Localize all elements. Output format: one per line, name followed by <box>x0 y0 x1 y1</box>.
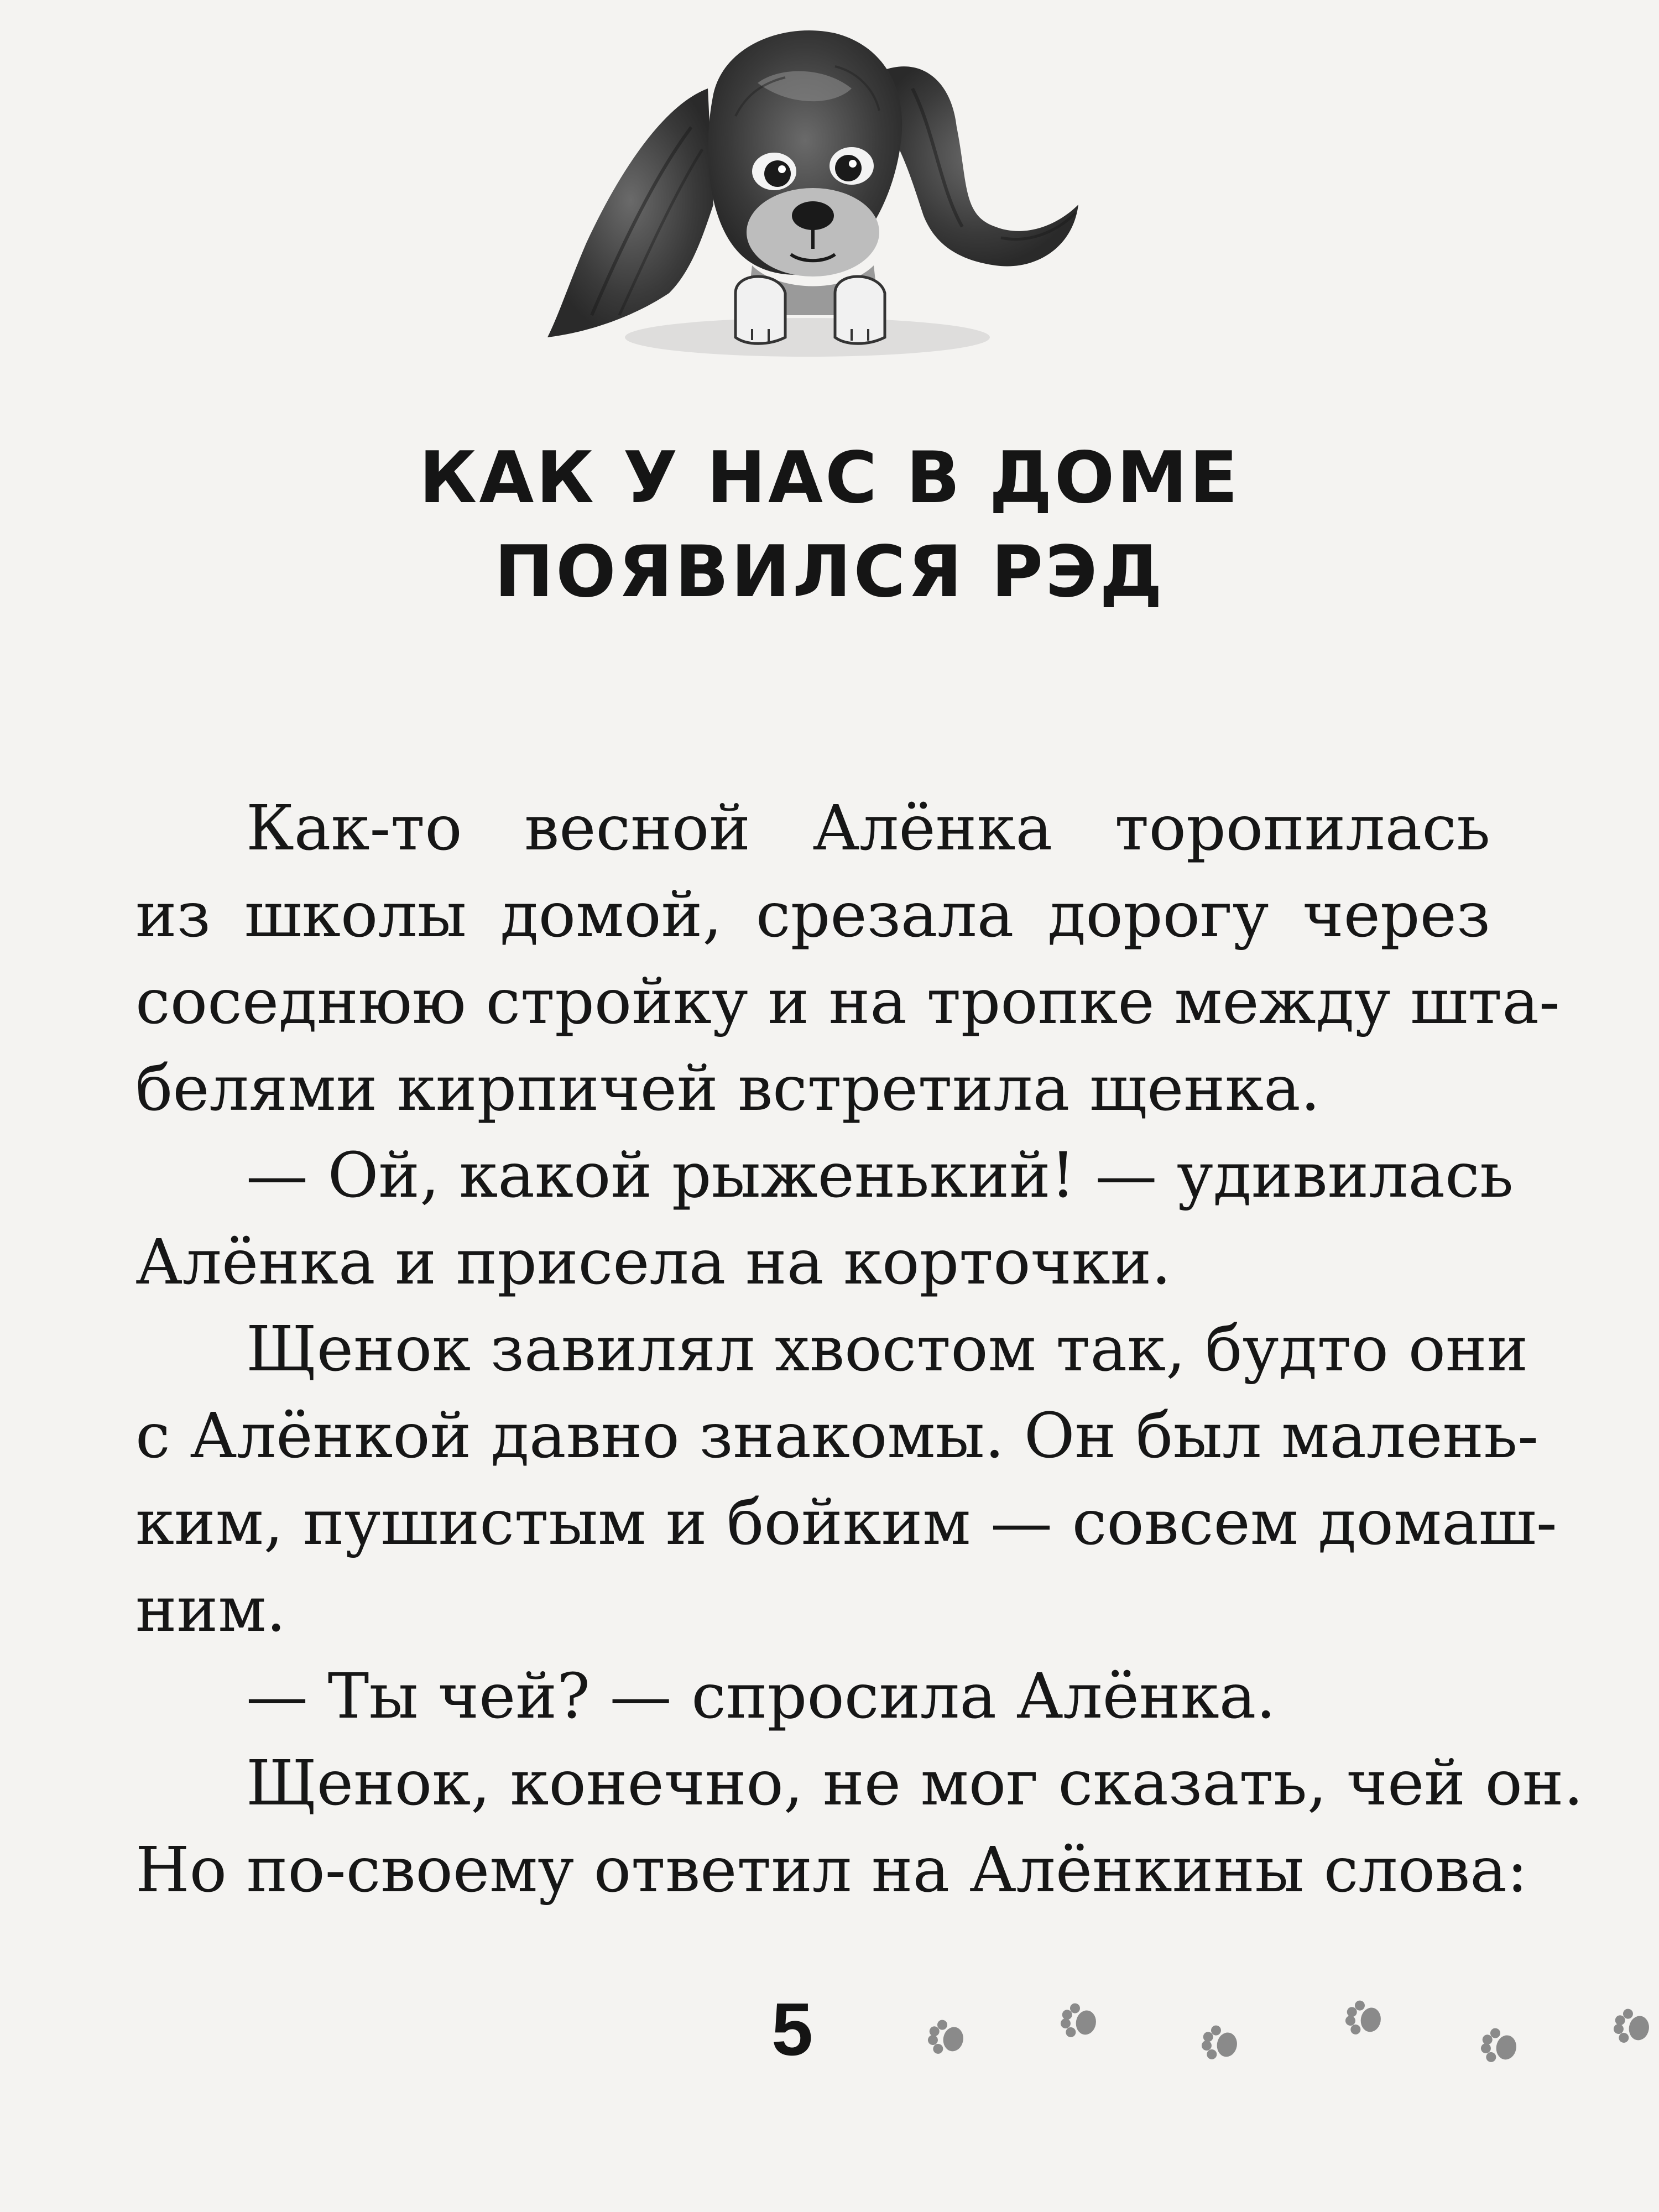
text-line: Как-то весной Алёнка торопилась <box>246 792 1490 864</box>
text-line: Щенок завилял хвостом так, будто они <box>246 1313 1528 1385</box>
page-number: 5 <box>771 1987 813 2071</box>
text-line: соседнюю стройку и на тропке между шта- <box>135 966 1560 1038</box>
chapter-title <box>0 431 1659 619</box>
text-line: — Ты чей? — спросила Алёнка. <box>246 1661 1276 1733</box>
puppy-illustration <box>525 6 1089 371</box>
text-line: Щенок, конечно, не мог сказать, чей он. <box>246 1747 1584 1819</box>
body-text <box>135 785 1584 1914</box>
text-line: белями кирпичей встретила щенка. <box>135 1053 1321 1125</box>
text-line: ким, пушистым и бойким — совсем домаш- <box>135 1487 1557 1559</box>
text-line: — Ой, какой рыженький! — удивилась <box>246 1140 1514 1212</box>
paw-prints-icon <box>896 1980 1659 2090</box>
text-line: ним. <box>135 1574 286 1646</box>
text-line: с Алёнкой давно знакомы. Он был малень- <box>135 1400 1538 1472</box>
text-line: Но по-своему ответил на Алёнкины слова: <box>135 1834 1528 1906</box>
text-line: Алёнка и присела на корточки. <box>135 1227 1171 1298</box>
chapter-title-line-1: КАК У НАС В ДОМЕ <box>419 437 1240 519</box>
text-line: из школы домой, срезала дорогу через <box>135 879 1490 951</box>
chapter-title-line-2: ПОЯВИЛСЯ РЭД <box>494 531 1165 613</box>
